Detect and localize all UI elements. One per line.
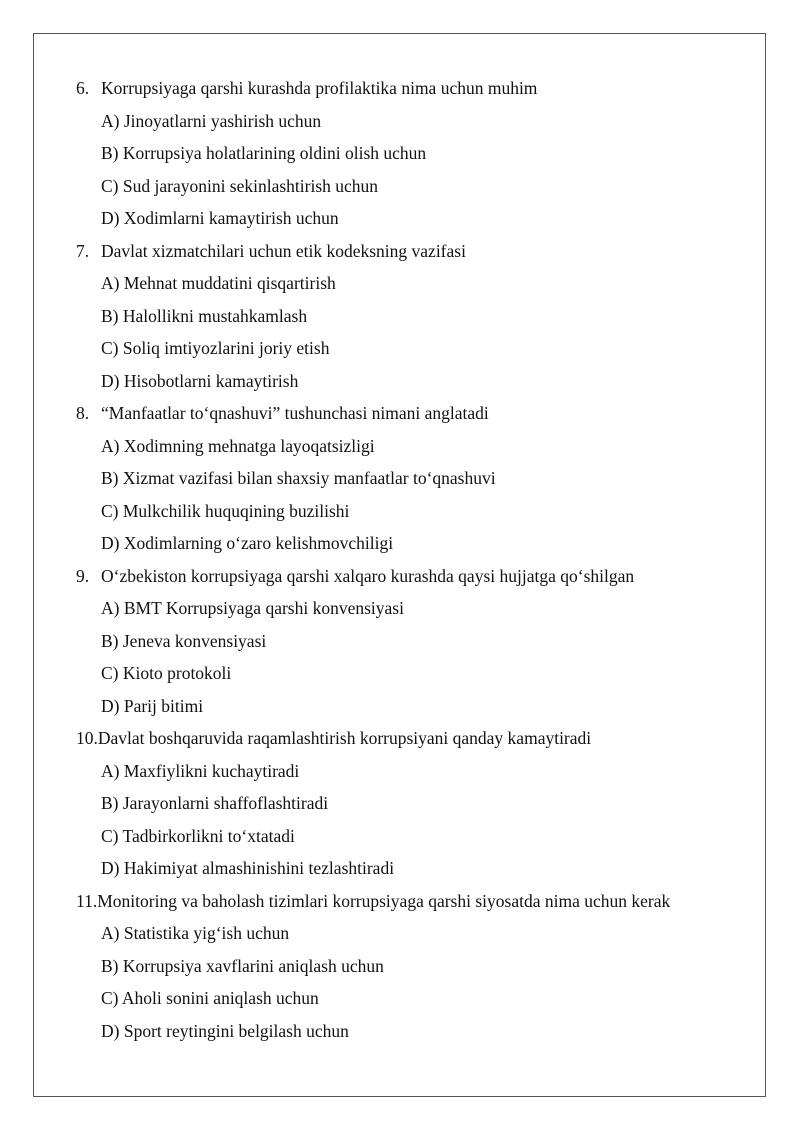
answer-option: D) Hakimiyat almashinishini tezlashtiradi [101, 858, 395, 878]
answer-option: D) Parij bitimi [101, 695, 204, 716]
question-number: 6. [76, 78, 90, 98]
question-text: O‘zbekiston korrupsiyaga qarshi xalqaro kurashda qaysi hujjatga qo‘shilgan [101, 565, 635, 586]
question-block [0, 235, 800, 398]
answer-option: D) Hisobotlarni kamaytirish [101, 370, 299, 391]
question-text: Davlat xizmatchilari uchun etik kodeksning vazifasi [101, 240, 466, 261]
question-number: 9. [76, 565, 90, 586]
question-line [0, 885, 800, 918]
question-text: Davlat boshqaruvida raqamlashtirish korrupsiyani qanday kamaytiradi [97, 728, 592, 748]
question-text: Korrupsiyaga qarshi kurashda profilaktika nima uchun muhim [101, 78, 538, 98]
answer-option: C) Kioto protokoli [101, 663, 232, 683]
question-block [0, 560, 800, 723]
answer-option: A) Xodimning mehnatga layoqatsizligi [101, 435, 375, 456]
answer-option: D) Xodimlarni kamaytirish uchun [101, 208, 339, 228]
answer-option: A) Maxfiylikni kuchaytiradi [101, 760, 300, 781]
answer-option: A) BMT Korrupsiyaga qarshi konvensiyasi [101, 598, 404, 618]
answer-option: C) Mulkchilik huquqining buzilishi [101, 500, 350, 521]
question-number: 11. [76, 890, 98, 911]
answer-option: B) Jeneva konvensiyasi [101, 630, 267, 651]
question-block [0, 397, 800, 560]
answer-option: B) Korrupsiya xavflarini aniqlash uchun [101, 955, 384, 976]
answer-option: B) Halollikni mustahkamlash [101, 305, 308, 326]
question-line [0, 397, 800, 430]
question-block [0, 885, 800, 1048]
answer-option: C) Tadbirkorlikni to‘xtatadi [101, 825, 295, 846]
question-line [0, 560, 800, 593]
answer-option: A) Statistika yig‘ish uchun [101, 923, 290, 943]
answer-option: B) Jarayonlarni shaffoflashtiradi [101, 793, 329, 813]
answer-option: D) Xodimlarning o‘zaro kelishmovchiligi [101, 533, 394, 553]
question-text: “Manfaatlar to‘qnashuvi” tushunchasi nimani anglatadi [101, 403, 489, 423]
question-line [0, 72, 800, 105]
answer-option: A) Mehnat muddatini qisqartirish [101, 273, 336, 293]
question-block [0, 722, 800, 885]
answer-option: A) Jinoyatlarni yashirish uchun [101, 110, 322, 131]
question-wrap [0, 722, 800, 755]
answer-option: B) Xizmat vazifasi bilan shaxsiy manfaatlar to‘qnashuvi [101, 468, 496, 488]
question-wrap [0, 885, 800, 918]
question-number: 8. [76, 403, 90, 423]
answer-option: C) Sud jarayonini sekinlashtirish uchun [101, 175, 379, 196]
answer-option: C) Soliq imtiyozlarini joriy etish [101, 338, 330, 358]
question-number: 10. [76, 728, 98, 748]
question-line [0, 722, 800, 755]
question-text: Monitoring va baholash tizimlari korrupsiyaga qarshi siyosatda nima uchun kerak [97, 890, 671, 911]
answer-option: B) Korrupsiya holatlarining oldini olish uchun [101, 143, 427, 163]
question-list [0, 72, 800, 1047]
question-line [0, 235, 800, 268]
question-number: 7. [76, 240, 90, 261]
answer-option: D) Sport reytingini belgilash uchun [101, 1020, 349, 1041]
answer-option: C) Aholi sonini aniqlash uchun [101, 988, 319, 1008]
question-block [0, 72, 800, 235]
